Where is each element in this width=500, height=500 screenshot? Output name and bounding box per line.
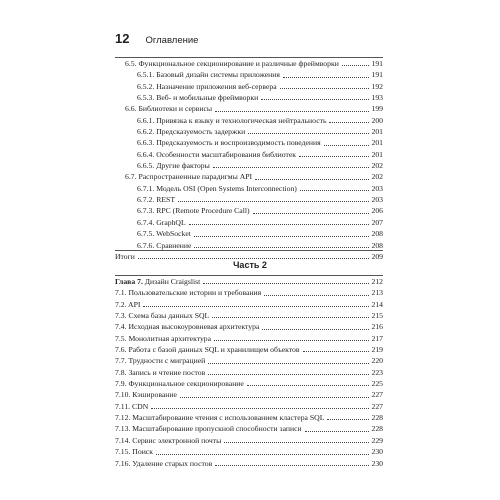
toc-entry[interactable] [115, 333, 383, 344]
toc-entry-text: 6.5.1. Базовый дизайн системы приложения [137, 70, 280, 80]
toc-entry[interactable] [115, 205, 383, 216]
toc-leader [143, 299, 369, 307]
toc-entry-text: 6.7.4. GraphQL [137, 217, 186, 227]
toc-page: 225 [371, 379, 383, 389]
toc-entry-text: 7.2. API [115, 299, 141, 309]
toc-entry[interactable] [115, 423, 383, 434]
toc-leader [213, 160, 370, 168]
toc-entry-text: 7.13. Масштабирование пропускной способности записи [115, 424, 302, 434]
toc-leader [212, 310, 369, 318]
toc-page: 202 [371, 172, 383, 182]
toc-leader [327, 412, 369, 420]
toc-entry-text: 7.4. Исходная высокоуровневая архитектура [115, 322, 260, 332]
toc-page: 199 [371, 104, 383, 114]
toc-leader [151, 401, 369, 409]
toc-page: 206 [371, 206, 383, 216]
toc-page: 201 [371, 127, 383, 137]
toc-leader [262, 321, 369, 329]
toc-page: 203 [371, 195, 383, 205]
toc-entry-text: 7.14. Сервис электронной почты [115, 435, 222, 445]
toc-entry-text: 7.9. Функциональное секционирование [115, 379, 244, 389]
toc-entry-text: 7.10. Кэширование [115, 390, 177, 400]
section-divider-rule [115, 250, 383, 251]
toc-leader [215, 103, 369, 111]
toc-entry[interactable] [115, 401, 383, 412]
toc-entry[interactable] [115, 217, 383, 228]
toc-entry[interactable] [115, 171, 383, 182]
toc-entry-text: 6.7.2. REST [137, 195, 176, 205]
toc-entry[interactable] [115, 137, 383, 148]
toc-page: 230 [371, 458, 383, 468]
toc-entry[interactable] [115, 103, 383, 114]
toc-entry-text: 7.16. Удаление старых постов [115, 458, 213, 468]
toc-entry[interactable] [115, 355, 383, 366]
toc-page: 201 [371, 149, 383, 159]
toc-page: 193 [371, 93, 383, 103]
toc-leader [342, 58, 370, 66]
toc-entry-text: 6.7.5. WebSocket [137, 229, 191, 239]
toc-entry-text: 6.7. Распространенные парадигмы API [125, 172, 253, 182]
toc-entry[interactable] [115, 58, 383, 69]
toc-leader [324, 137, 370, 145]
toc-leader [178, 194, 369, 202]
toc-entry[interactable] [115, 126, 383, 137]
toc-entry[interactable] [115, 287, 383, 298]
toc-section-part2 [115, 276, 383, 469]
toc-entry[interactable] [115, 310, 383, 321]
running-title: Оглавление [145, 35, 199, 46]
toc-page: 200 [371, 115, 383, 125]
toc-entry-text: 7.15. Поиск [115, 447, 153, 457]
toc-entry-text: 6.7.3. RPC (Remote Procedure Call) [137, 206, 250, 216]
toc-leader [138, 251, 370, 259]
toc-entry[interactable] [115, 160, 383, 171]
toc-leader [280, 81, 370, 89]
toc-entry[interactable] [115, 367, 383, 378]
toc-entry-text: 6.6.3. Предсказуемость и воспроизводимость поведения [137, 138, 321, 148]
toc-leader [156, 446, 370, 454]
toc-entry-text: 6.6.1. Привязка к языку и технологическая нейтральность [137, 115, 327, 125]
toc-page: 220 [371, 356, 383, 366]
toc-chapter-text [115, 276, 201, 287]
toc-leader [214, 333, 369, 341]
toc-leader [264, 287, 369, 295]
part-heading: Часть 2 [233, 260, 267, 270]
toc-entry[interactable] [115, 412, 383, 423]
toc-entry-text: 6.5. Функциональное секционирование и различные фреймворки [125, 59, 339, 68]
toc-leader [300, 183, 370, 191]
toc-entry[interactable] [115, 228, 383, 239]
toc-page: 230 [371, 447, 383, 457]
toc-leader [248, 126, 369, 134]
toc-entry[interactable] [115, 194, 383, 205]
toc-entry[interactable] [115, 344, 383, 355]
running-header [115, 30, 198, 48]
toc-page: 229 [371, 435, 383, 445]
toc-entry-text: 6.5.2. Назначение приложения веб-сервера [137, 81, 277, 91]
toc-entry[interactable] [115, 299, 383, 310]
toc-entry-text: 7.5. Монолитная архитектура [115, 333, 212, 343]
toc-leader [208, 355, 369, 363]
toc-page: 227 [371, 401, 383, 411]
toc-page: 201 [371, 138, 383, 148]
toc-leader [303, 344, 370, 352]
page-number: 12 [115, 31, 130, 46]
toc-page: 202 [371, 161, 383, 171]
toc-entry[interactable] [115, 183, 383, 194]
toc-page: 216 [371, 322, 383, 332]
toc-leader [194, 228, 370, 236]
toc-leader [194, 240, 369, 248]
toc-entry-text: 7.6. Работа с базой данных SQL и хранилищем объектов [115, 345, 300, 355]
toc-entry[interactable] [115, 92, 383, 103]
toc-page: 214 [371, 299, 383, 309]
toc-entry-text: 6.7.6. Сравнение [137, 240, 192, 250]
chapter-label: Глава 7. [115, 277, 143, 286]
toc-entry[interactable] [115, 321, 383, 332]
chapter-title: Дизайн Craigslist [142, 277, 201, 286]
toc-page: 228 [371, 413, 383, 423]
toc-leader [247, 378, 370, 386]
toc-entry[interactable] [115, 69, 383, 80]
toc-entry[interactable] [115, 81, 383, 92]
toc-page: 208 [371, 240, 383, 250]
toc-page: 217 [371, 333, 383, 343]
toc-leader [189, 217, 370, 225]
toc-entry[interactable] [115, 446, 383, 457]
toc-leader [215, 458, 369, 466]
toc-page: 213 [371, 288, 383, 298]
toc-leader [261, 92, 369, 100]
toc-entry-text: Итоги [115, 251, 135, 261]
toc-leader [283, 69, 370, 77]
toc-entry[interactable] [115, 389, 383, 400]
toc-entry[interactable] [115, 435, 383, 446]
toc-entry-text: 7.1. Пользовательские истории и требования [115, 288, 262, 298]
toc-entry-text: 6.6.2. Предсказуемость задержки [137, 127, 246, 137]
toc-page: 192 [371, 81, 383, 91]
toc-leader [224, 435, 369, 443]
toc-leader [180, 389, 370, 397]
toc-page: 215 [371, 311, 383, 321]
toc-entry[interactable] [115, 458, 383, 469]
toc-page: 207 [371, 217, 383, 227]
toc-chapter-row[interactable] [115, 276, 383, 287]
toc-page: 208 [371, 229, 383, 239]
toc-leader [208, 367, 369, 375]
toc-page: 191 [371, 70, 383, 80]
toc-entry-text: 7.7. Трудности с миграцией [115, 356, 206, 366]
toc-leader [203, 276, 369, 284]
toc-entry-text: 6.7.1. Модель OSI (Open Systems Interconnection) [137, 183, 297, 193]
toc-entry[interactable] [115, 149, 383, 160]
toc-page: 203 [371, 183, 383, 193]
toc-leader [299, 149, 369, 157]
toc-page: 212 [371, 277, 383, 286]
toc-entry-text: 6.5.3. Веб- и мобильные фреймворки [137, 93, 259, 103]
toc-page: 228 [371, 424, 383, 434]
toc-page: 227 [371, 390, 383, 400]
toc-page: 209 [371, 251, 383, 261]
toc-entry-text: 6.6. Библиотеки и сервисы [125, 104, 213, 114]
toc-entry[interactable] [115, 115, 383, 126]
toc-page: 223 [371, 367, 383, 377]
toc-leader [253, 205, 370, 213]
toc-entry-text: 7.3. Схема базы данных SQL [115, 311, 210, 321]
toc-entry-text: 7.11. CDN [115, 401, 149, 411]
toc-leader [255, 171, 369, 179]
toc-section-part1 [115, 58, 383, 262]
toc-leader [305, 423, 370, 431]
toc-page: 191 [371, 59, 383, 68]
toc-entry[interactable] [115, 378, 383, 389]
toc-leader [329, 115, 369, 123]
toc-page: 219 [371, 345, 383, 355]
toc-entry-text: 7.8. Запись и чтение постов [115, 367, 206, 377]
toc-entry-text: 6.6.4. Особенности масштабирования библиотек [137, 149, 297, 159]
toc-entry-text: 6.6.5. Другие факторы [137, 161, 210, 171]
toc-entry-text: 7.12. Масштабирование чтения с использованием кластера SQL [115, 413, 325, 423]
